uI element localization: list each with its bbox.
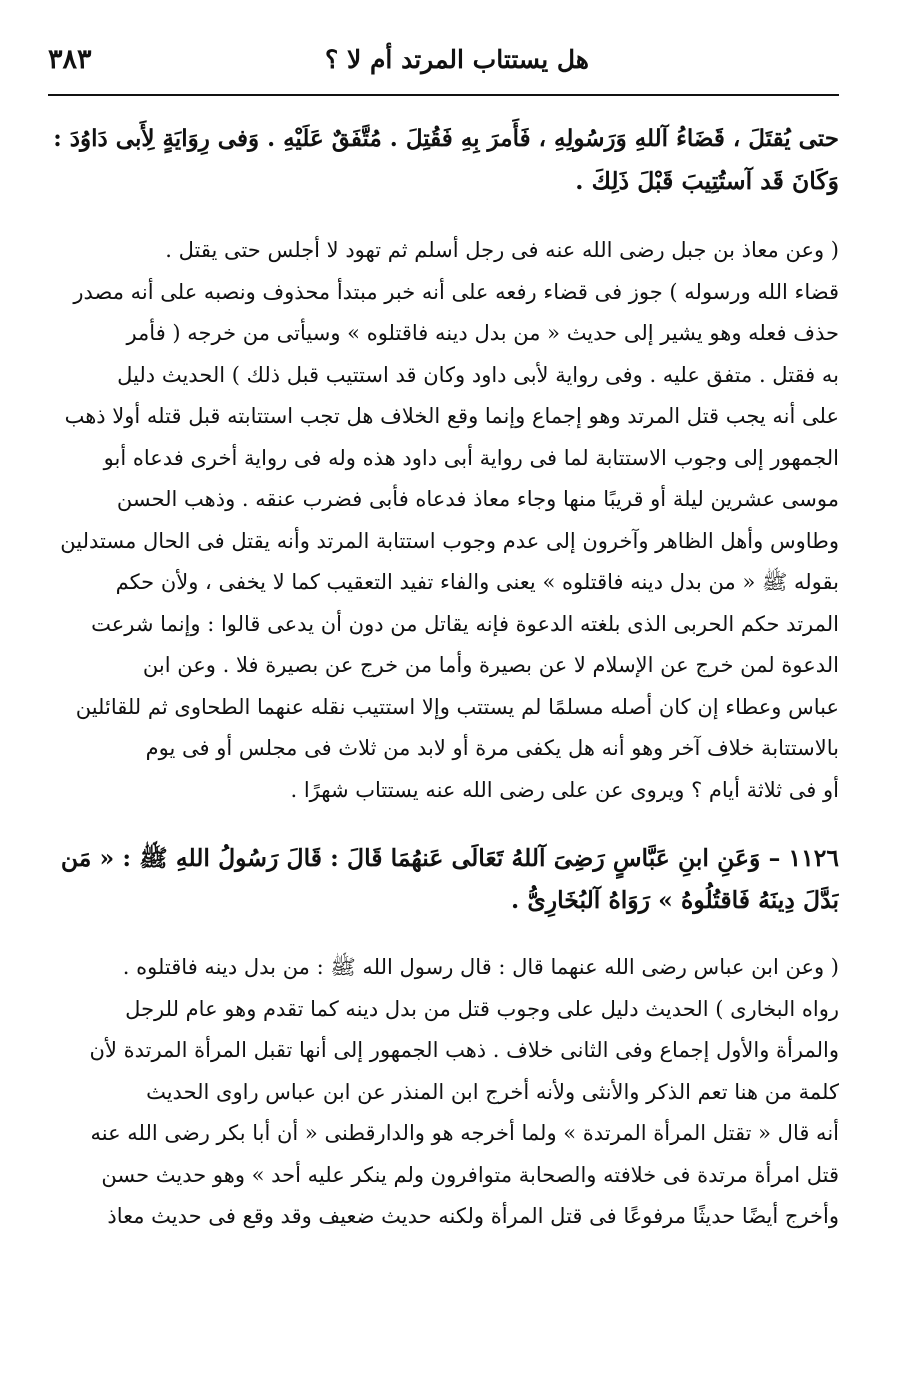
- text-line: وطاوس وأهل الظاهر وآخرون إلى عدم وجوب استتابة المرتد وأنه يقتل فى الحال مستدلين: [60, 528, 839, 553]
- text-line: كلمة من هنا تعم الذكر والأنثى ولأنه أخرج ابن المنذر عن ابن عباس راوى الحديث: [146, 1079, 839, 1104]
- text-line: والمرأة والأول إجماع وفى الثانى خلاف . ذهب الجمهور إلى أنها تقبل المرأة المرتدة لأن: [89, 1038, 839, 1062]
- commentary-paragraph: [48, 947, 839, 1238]
- hadith-1126: [48, 837, 839, 921]
- text-line: ( وعن ابن عباس رضى الله عنهما قال : قال رسول الله ﷺ : من بدل دينه فاقتلوه .: [122, 955, 839, 979]
- text-line: بالاستتابة خلاف آخر وهو أنه هل يكفى مرة أو لابد من ثلاث فى مجلس أو فى يوم: [145, 736, 839, 760]
- text-line: على أنه يجب قتل المرتد وهو إجماع وإنما وقع الخلاف هل تجب استتابته قبل قتله أولا ذهب: [64, 404, 839, 428]
- text-line: وأخرج أيضًا حديثًا مرفوعًا فى قتل المرأة ولكنه حديث ضعيف وقد وقع فى حديث معاذ: [107, 1204, 839, 1228]
- text-line: به فقتل . متفق عليه . وفى رواية لأبى داود وكان قد استتيب قبل ذلك ) الحديث دليل: [117, 362, 839, 387]
- text-line: بقوله ﷺ « من بدل دينه فاقتلوه » يعنى والفاء تفيد التعقيب كما لا يخفى ، ولأن حكم: [115, 570, 839, 594]
- commentary-paragraph: [48, 230, 839, 811]
- text-line: أو فى ثلاثة أيام ؟ ويروى عن على رضى الله عنه يستتاب شهرًا .: [290, 777, 839, 802]
- text-line: رواه البخارى ) الحديث دليل على وجوب قتل من بدل دينه كما تقدم وهو عام للرجل: [125, 996, 839, 1021]
- text-line: عباس وعطاء إن كان أصله مسلمًا لم يستتب وإلا استتيب نقله عنهما الطحاوى ثم للقائلين: [75, 694, 839, 719]
- text-line: قضاء الله ورسوله ) جوز فى قضاء رفعه على أنه خبر مبتدأ محذوف ونصبه على أنه مصدر: [73, 279, 839, 304]
- text-line: ( وعن معاذ بن جبل رضى الله عنه فى رجل أسلم ثم تهود لا أجلس حتى يقتل .: [165, 238, 839, 262]
- text-line: الجمهور إلى وجوب الاستتابة لما فى رواية أبى داود هذه وله فى رواية أخرى فدعاه أبو: [103, 445, 839, 470]
- running-title: هل يستتاب المرتد أم لا ؟: [325, 45, 589, 74]
- text-line: أنه قال « تقتل المرأة المرتدة » ولما أخرجه هو والدارقطنى « أن أبا بكر رضى الله عنه: [90, 1121, 839, 1145]
- text-line: حتى يُقتَلَ ، قَضَاءُ آللهِ وَرَسُولِهِ ، فَأَمرَ بِهِ فَقُتِلَ . مُتَّفَقٌ عَلَيْهِ . وَفى رِوَايَةٍ لِأَبى دَاوُدَ :: [53, 125, 839, 152]
- text-line: بَدَّلَ دِينَهُ فَاقتُلُوهُ » رَوَاهُ آلبُخَارِىُّ .: [511, 886, 839, 914]
- text-line: الدعوة لمن خرج عن الإسلام لا عن بصيرة وأما من خرج عن بصيرة فلا . وعن ابن: [142, 653, 839, 677]
- text-line: المرتد حكم الحربى الذى بلغته الدعوة فإنه يقاتل من دون أن يدعى قالوا : وإنما شرعت: [91, 611, 839, 636]
- hadith-text-continuation: [48, 118, 839, 202]
- page-header: [48, 44, 839, 96]
- text-line: ١١٢٦ – وَعَنِ ابنِ عَبَّاسٍ رَضِىَ آللهُ تَعَالَى عَنهُمَا قَالَ : قَالَ رَسُولُ اللهِ ﷺ : « مَن: [60, 844, 839, 872]
- text-line: موسى عشرين ليلة أو قريبًا منها وجاء معاذ فدعاه فأبى فضرب عنقه . وذهب الحسن: [116, 487, 839, 511]
- text-line: حذف فعله وهو يشير إلى حديث « من بدل دينه فاقتلوه » وسيأتى من خرجه ( فأمر: [126, 321, 839, 345]
- text-line: قتل امرأة مرتدة فى خلافته والصحابة متوافرون ولم ينكر عليه أحد » وهو حديث حسن: [101, 1162, 839, 1187]
- page-number: ٣٨٣: [48, 44, 92, 75]
- text-line: وَكَانَ قَد آستُتِيبَ قَبْلَ ذَلِكَ .: [575, 167, 839, 195]
